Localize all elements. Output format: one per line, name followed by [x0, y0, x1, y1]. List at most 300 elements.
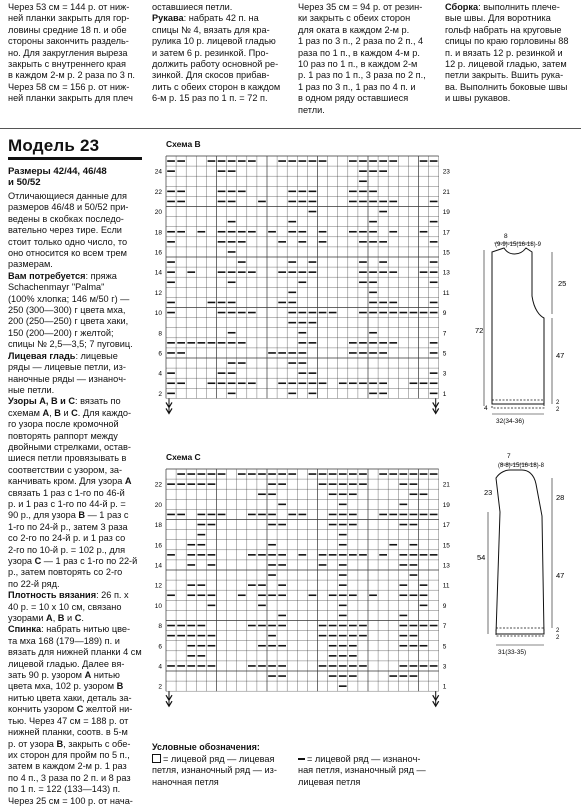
- purl-mark: [187, 594, 195, 596]
- purl-mark: [208, 483, 216, 485]
- purl-mark: [410, 594, 418, 596]
- purl-mark: [389, 312, 397, 314]
- purl-mark: [167, 271, 175, 273]
- text-line: Через 35 см = 94 р. от резин-: [298, 2, 423, 12]
- purl-mark: [288, 312, 296, 314]
- text-line: вые швы. Для воротника: [445, 13, 551, 24]
- purl-mark: [329, 483, 337, 485]
- purl-mark: [410, 312, 418, 314]
- purl-mark: [410, 564, 418, 566]
- purl-mark: [208, 514, 216, 516]
- text-line: Рукава: набрать 42 п. на: [152, 13, 259, 24]
- purl-mark: [339, 504, 347, 506]
- text-line: наночные ряды — изнанoч-: [8, 373, 127, 384]
- purl-mark: [167, 514, 175, 516]
- purl-mark: [359, 342, 367, 344]
- purl-mark: [410, 554, 418, 556]
- purl-mark: [177, 382, 185, 384]
- purl-mark: [299, 554, 307, 556]
- purl-mark: [198, 584, 206, 586]
- purl-mark: [339, 483, 347, 485]
- purl-mark: [400, 645, 408, 647]
- text-line: размеров 46/48 и 50/52 при-: [8, 202, 129, 213]
- text-line: ведены в скобках последо-: [8, 213, 124, 224]
- purl-mark: [400, 473, 408, 475]
- purl-mark: [430, 352, 438, 354]
- purl-mark: [167, 201, 175, 203]
- purl-mark: [339, 645, 347, 647]
- purl-mark: [379, 302, 387, 304]
- purl-mark: [319, 241, 327, 243]
- purl-mark: [389, 231, 397, 233]
- purl-mark: [430, 312, 438, 314]
- purl-mark: [198, 554, 206, 556]
- purl-mark: [268, 554, 276, 556]
- purl-mark: [339, 594, 347, 596]
- purl-mark: [187, 271, 195, 273]
- purl-mark: [339, 675, 347, 677]
- purl-mark: [187, 635, 195, 637]
- purl-mark: [339, 514, 347, 516]
- legend-knit-line-3: наночная петля: [152, 776, 219, 787]
- purl-mark: [299, 352, 307, 354]
- purl-mark: [258, 473, 266, 475]
- purl-mark: [198, 645, 206, 647]
- purl-mark: [299, 241, 307, 243]
- dim-total: 72: [475, 326, 484, 335]
- purl-mark: [349, 655, 357, 657]
- row-number-left: 4: [158, 663, 162, 671]
- text-line: повторять раппорт между: [8, 430, 118, 441]
- row-number-left: 18: [154, 229, 162, 237]
- purl-mark: [349, 342, 357, 344]
- purl-mark: [218, 514, 226, 516]
- purl-mark: [238, 312, 246, 314]
- row-number-left: 6: [158, 643, 162, 651]
- purl-mark: [268, 635, 276, 637]
- purl-mark: [309, 372, 317, 374]
- text-line: 12 р. лицевой гладью, затем: [445, 59, 567, 70]
- text-line: Узоры А, В и С: вязать по: [8, 396, 121, 407]
- text-line: 1-го по 24-й р., затем 3 раза: [8, 521, 128, 532]
- row-number-right: 11: [442, 582, 450, 590]
- purl-mark: [218, 302, 226, 304]
- text-line: р. 1 раз по 1 п., 3 раза по 2 п.,: [298, 70, 426, 81]
- row-number-right: 19: [442, 209, 450, 217]
- purl-mark: [218, 231, 226, 233]
- purl-mark: [238, 191, 246, 193]
- purl-mark: [349, 160, 357, 162]
- purl-mark: [400, 625, 408, 627]
- purl-mark: [278, 504, 286, 506]
- purl-mark: [218, 170, 226, 172]
- purl-mark: [379, 241, 387, 243]
- row-number-right: 21: [442, 188, 450, 196]
- text-line: рулика 10 р. лицевой гладью: [152, 36, 276, 47]
- purl-mark: [389, 544, 397, 546]
- purl-mark: [359, 231, 367, 233]
- purl-mark: [248, 473, 256, 475]
- purl-mark: [349, 554, 357, 556]
- purl-mark: [430, 261, 438, 263]
- purl-mark: [319, 312, 327, 314]
- text-line: гольф набрать на круговые: [445, 24, 562, 35]
- purl-mark: [369, 281, 377, 283]
- text-line: лицевой гладью. Далее вя-: [8, 658, 125, 669]
- text-line: узорами А, В и С.: [8, 613, 84, 624]
- purl-mark: [208, 645, 216, 647]
- text-line: в одном ряду оставшиеся петли.: [298, 93, 409, 115]
- purl-mark: [258, 625, 266, 627]
- top-column-4: [445, 2, 581, 105]
- purl-mark: [208, 524, 216, 526]
- purl-mark: [339, 665, 347, 667]
- purl-mark: [309, 261, 317, 263]
- purl-mark: [228, 201, 236, 203]
- purl-mark: [268, 564, 276, 566]
- purl-mark: [309, 594, 317, 596]
- purl-mark: [198, 635, 206, 637]
- purl-mark: [258, 594, 266, 596]
- purl-mark: [278, 271, 286, 273]
- purl-mark: [359, 635, 367, 637]
- purl-mark: [359, 241, 367, 243]
- purl-mark: [430, 382, 438, 384]
- purl-mark: [278, 594, 286, 596]
- text-line: по 1 п. = 122 (133—143) п.: [8, 784, 121, 795]
- purl-mark: [369, 393, 377, 395]
- purl-mark: [329, 514, 337, 516]
- purl-mark: [379, 473, 387, 475]
- purl-mark: [329, 675, 337, 677]
- purl-mark: [410, 635, 418, 637]
- purl-mark: [268, 352, 276, 354]
- purl-mark: [379, 312, 387, 314]
- purl-mark: [359, 271, 367, 273]
- purl-mark: [278, 675, 286, 677]
- purl-mark: [420, 312, 428, 314]
- purl-mark: [268, 675, 276, 677]
- text-line: для оката в каждом 2-м р.: [298, 24, 410, 35]
- row-number-left: 2: [158, 683, 162, 691]
- sleeve-hem-r2: 2: [556, 635, 560, 641]
- text-line: схемам А, В и С. Для каждо-: [8, 407, 132, 418]
- row-number-left: 14: [154, 562, 162, 570]
- scheme-c-title: Схема С: [166, 452, 201, 462]
- purl-mark: [228, 241, 236, 243]
- row-number-right: 7: [442, 330, 447, 338]
- purl-mark: [238, 382, 246, 384]
- purl-mark: [339, 615, 347, 617]
- purl-mark: [238, 342, 246, 344]
- purl-mark: [339, 382, 347, 384]
- purl-mark: [319, 665, 327, 667]
- purl-mark: [208, 302, 216, 304]
- purl-mark: [268, 524, 276, 526]
- row-number-left: 12: [154, 289, 162, 297]
- purl-mark: [329, 524, 337, 526]
- row-number-left: 4: [158, 370, 162, 378]
- purl-mark: [369, 271, 377, 273]
- sleeve-hem-r1: 2: [556, 628, 560, 634]
- purl-mark: [218, 271, 226, 273]
- purl-mark: [359, 201, 367, 203]
- purl-mark: [198, 544, 206, 546]
- purl-mark: [228, 160, 236, 162]
- purl-mark: [268, 231, 276, 233]
- purl-mark: [228, 251, 236, 253]
- purl-mark: [359, 281, 367, 283]
- purl-mark: [299, 312, 307, 314]
- purl-mark: [410, 382, 418, 384]
- purl-mark: [389, 473, 397, 475]
- purl-mark: [248, 625, 256, 627]
- purl-mark: [238, 241, 246, 243]
- purl-mark: [339, 605, 347, 607]
- purl-mark: [349, 665, 357, 667]
- purl-mark: [359, 160, 367, 162]
- text-line: по 22-й ряд.: [8, 578, 60, 589]
- purl-mark: [278, 241, 286, 243]
- purl-mark: [288, 221, 296, 223]
- purl-mark: [208, 554, 216, 556]
- sleeve-bottom: 31(33-35): [498, 649, 527, 656]
- purl-mark: [359, 191, 367, 193]
- purl-mark: [248, 160, 256, 162]
- purl-mark: [430, 625, 438, 627]
- text-line: ней планки закрыть для гор-: [8, 13, 130, 24]
- model-title-underline: [8, 157, 142, 160]
- purl-mark: [299, 382, 307, 384]
- text-line: вательно через тире. Если: [8, 225, 122, 236]
- purl-mark: [379, 160, 387, 162]
- purl-mark: [278, 584, 286, 586]
- purl-mark: [248, 665, 256, 667]
- body-schematic: [474, 228, 581, 428]
- purl-mark: [379, 554, 387, 556]
- purl-mark: [187, 342, 195, 344]
- dim-top-label: 8: [504, 233, 508, 240]
- purl-mark: [288, 362, 296, 364]
- purl-mark: [379, 514, 387, 516]
- section-divider: [0, 128, 581, 129]
- purl-mark: [288, 292, 296, 294]
- purl-mark: [369, 231, 377, 233]
- text-line: Schachenmayr "Palma": [8, 282, 105, 293]
- purl-mark: [359, 170, 367, 172]
- purl-mark: [258, 665, 266, 667]
- dim-side: 47: [556, 351, 565, 360]
- sizes-line-2: и 50/52: [8, 177, 41, 188]
- purl-mark: [288, 352, 296, 354]
- purl-mark: [339, 685, 347, 687]
- purl-mark: [228, 312, 236, 314]
- legend-knit-line-2: петля, изнаночный ряд — из-: [152, 765, 277, 776]
- purl-mark: [167, 352, 175, 354]
- purl-mark: [309, 322, 317, 324]
- purl-mark: [430, 665, 438, 667]
- purl-mark: [359, 554, 367, 556]
- purl-mark: [268, 625, 276, 627]
- purl-mark: [208, 160, 216, 162]
- purl-mark: [359, 473, 367, 475]
- purl-mark: [187, 655, 195, 657]
- purl-mark: [167, 382, 175, 384]
- text-line: 2-го по 10-й р. = 102 р., для: [8, 544, 126, 555]
- purl-mark: [218, 312, 226, 314]
- purl-mark: [329, 635, 337, 637]
- text-line: ва. Выполнить боковые швы: [445, 81, 568, 92]
- purl-mark: [410, 625, 418, 627]
- row-number-right: 3: [442, 663, 447, 671]
- purl-mark: [177, 231, 185, 233]
- purl-mark: [258, 554, 266, 556]
- purl-mark: [177, 514, 185, 516]
- purl-mark: [339, 584, 347, 586]
- purl-mark: [400, 483, 408, 485]
- text-line: Через 53 см = 144 р. от ниж-: [8, 2, 130, 12]
- purl-mark: [258, 584, 266, 586]
- purl-mark: [359, 180, 367, 182]
- purl-mark: [349, 231, 357, 233]
- purl-mark: [258, 605, 266, 607]
- purl-mark: [288, 261, 296, 263]
- purl-mark: [167, 665, 175, 667]
- purl-mark: [228, 372, 236, 374]
- purl-mark: [379, 342, 387, 344]
- purl-mark: [167, 393, 175, 395]
- model-sizes: [8, 166, 107, 188]
- purl-mark: [198, 665, 206, 667]
- purl-mark: [389, 342, 397, 344]
- purl-mark: [389, 302, 397, 304]
- purl-mark: [177, 483, 185, 485]
- filled-cell-symbol: [298, 758, 305, 760]
- purl-mark: [430, 221, 438, 223]
- text-line: п. и вязать 12 р. резинкой и: [445, 47, 563, 58]
- text-line: размерам.: [8, 259, 53, 270]
- purl-mark: [187, 625, 195, 627]
- purl-mark: [410, 483, 418, 485]
- text-line: раза по 1 п., в каждом 4-м р.: [298, 47, 420, 58]
- purl-mark: [400, 584, 408, 586]
- purl-mark: [430, 514, 438, 516]
- purl-mark: [309, 201, 317, 203]
- purl-mark: [349, 645, 357, 647]
- row-number-left: 22: [154, 481, 162, 489]
- purl-mark: [177, 635, 185, 637]
- row-number-left: 24: [154, 168, 162, 176]
- purl-mark: [177, 473, 185, 475]
- row-number-left: 20: [154, 209, 162, 217]
- purl-mark: [329, 625, 337, 627]
- text-line: 1 раз по 3 п., 1 раз по 4 п. и: [298, 81, 416, 92]
- model-title: Модель 23: [8, 136, 100, 155]
- purl-mark: [177, 352, 185, 354]
- purl-mark: [349, 382, 357, 384]
- purl-mark: [167, 261, 175, 263]
- purl-mark: [238, 231, 246, 233]
- text-line: оно относится ко всем трем: [8, 248, 127, 259]
- purl-mark: [299, 271, 307, 273]
- text-line: петли закрыть. Вшить рука-: [445, 70, 564, 81]
- purl-mark: [198, 231, 206, 233]
- text-line: та мха 168 (179—189) п. и: [8, 635, 120, 646]
- top-column-3: [298, 2, 436, 116]
- row-number-right: 23: [442, 168, 450, 176]
- purl-mark: [410, 574, 418, 576]
- purl-mark: [268, 514, 276, 516]
- text-line: кончить узором С желтой ни-: [8, 704, 133, 715]
- row-number-right: 19: [442, 501, 450, 509]
- row-number-right: 7: [442, 623, 447, 631]
- purl-mark: [329, 655, 337, 657]
- purl-mark: [238, 271, 246, 273]
- purl-mark: [187, 665, 195, 667]
- purl-mark: [278, 352, 286, 354]
- scheme-b-title: Схема В: [166, 139, 201, 149]
- scheme-c-chart: [150, 463, 470, 718]
- row-number-left: 6: [158, 350, 162, 358]
- text-line: и швы рукавов.: [445, 93, 511, 104]
- purl-mark: [369, 241, 377, 243]
- sleeve-total: 54: [477, 553, 486, 562]
- purl-mark: [379, 261, 387, 263]
- purl-mark: [420, 271, 428, 273]
- purl-mark: [167, 635, 175, 637]
- purl-mark: [288, 271, 296, 273]
- purl-mark: [430, 393, 438, 395]
- purl-mark: [187, 645, 195, 647]
- text-line: соответствии с узором, за-: [8, 464, 123, 475]
- row-number-left: 14: [154, 269, 162, 277]
- purl-mark: [319, 231, 327, 233]
- text-line: ловины средние 18 п. и обе: [8, 24, 127, 35]
- purl-mark: [379, 393, 387, 395]
- purl-mark: [349, 635, 357, 637]
- text-line: вязать для нижней планки 4 см: [8, 647, 142, 658]
- purl-mark: [208, 605, 216, 607]
- purl-mark: [208, 342, 216, 344]
- purl-mark: [369, 594, 377, 596]
- purl-mark: [369, 170, 377, 172]
- purl-mark: [319, 635, 327, 637]
- purl-mark: [369, 191, 377, 193]
- purl-mark: [410, 675, 418, 677]
- purl-mark: [198, 655, 206, 657]
- purl-mark: [430, 473, 438, 475]
- text-line: 250 (300—300) г цвета мха,: [8, 305, 126, 316]
- purl-mark: [400, 312, 408, 314]
- text-line: р. и 1 раз с 1-го по 44-й р. =: [8, 498, 126, 509]
- text-line: Через 25 см = 100 р. от нача-: [8, 795, 133, 806]
- row-number-left: 8: [158, 623, 162, 631]
- purl-mark: [400, 675, 408, 677]
- purl-mark: [288, 322, 296, 324]
- purl-mark: [198, 524, 206, 526]
- purl-mark: [299, 514, 307, 516]
- text-line: 40 р. = 10 х 10 см, связано: [8, 601, 122, 612]
- text-line: закрыть с внутреннего края: [8, 59, 127, 70]
- purl-mark: [400, 665, 408, 667]
- purl-mark: [278, 564, 286, 566]
- row-number-left: 8: [158, 330, 162, 338]
- row-number-right: 13: [442, 562, 450, 570]
- purl-mark: [218, 372, 226, 374]
- purl-mark: [339, 564, 347, 566]
- legend-item-purl: [298, 754, 438, 788]
- row-number-right: 21: [442, 481, 450, 489]
